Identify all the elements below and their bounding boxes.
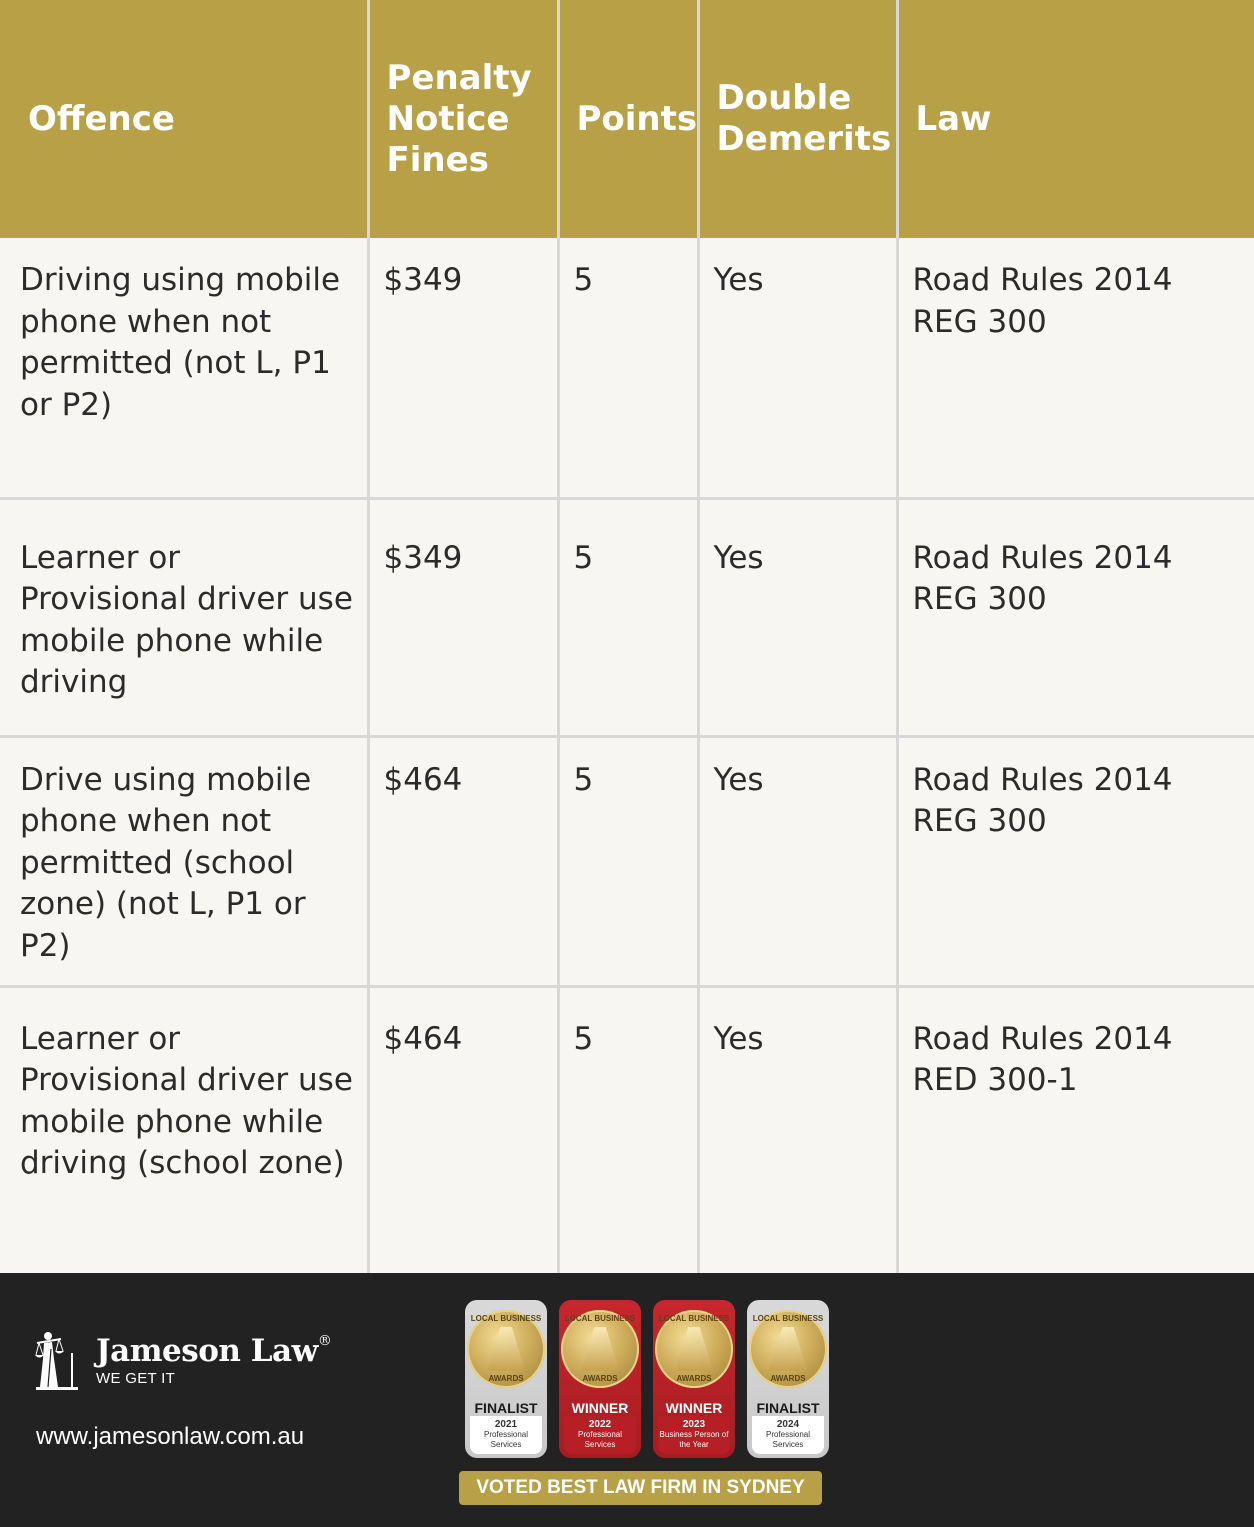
badge-arc-bottom: AWARDS — [488, 1374, 524, 1383]
award-badge — [747, 1300, 829, 1458]
law-cell — [897, 736, 1254, 986]
badge-category: Professional Services — [483, 1430, 529, 1449]
points-cell: 5 — [558, 986, 698, 1276]
double-demerits-cell: Yes — [698, 986, 897, 1276]
badge-category: Professional Services — [765, 1430, 811, 1449]
badge-card — [752, 1416, 824, 1454]
badge-arc-bottom: AWARDS — [582, 1374, 618, 1383]
law-act: Road Rules 2014 — [912, 262, 1173, 298]
medal-icon — [467, 1310, 545, 1388]
table-row — [0, 498, 1254, 736]
badge-status: FINALIST — [474, 1400, 538, 1416]
double-demerits-cell: Yes — [698, 736, 897, 986]
law-regulation: REG 300 — [912, 303, 1047, 340]
badge-category: Business Person of the Year — [659, 1430, 729, 1449]
medal-icon — [655, 1310, 733, 1388]
law-cell — [897, 238, 1254, 498]
law-regulation: REG 300 — [912, 803, 1047, 839]
footer — [0, 1273, 1254, 1527]
double-demerits-cell: Yes — [698, 238, 897, 498]
medal-icon — [561, 1310, 639, 1388]
badge-card — [470, 1416, 542, 1454]
fine-cell: $464 — [368, 986, 558, 1276]
offence-cell: Learner or Provisional driver use mobile phone while driving — [0, 498, 368, 736]
table-row — [0, 736, 1254, 986]
points-cell: 5 — [558, 498, 698, 736]
award-badge — [653, 1300, 735, 1458]
header-offence: Offence — [0, 0, 368, 238]
header-double-demerits: Double Demerits — [698, 0, 897, 238]
badge-arc-top: LOCAL BUSINESS — [752, 1314, 824, 1323]
award-badge — [465, 1300, 547, 1458]
badge-category: Professional Services — [577, 1430, 623, 1449]
brand-logo[interactable] — [34, 1329, 374, 1393]
fine-cell: $464 — [368, 736, 558, 986]
double-demerits-cell: Yes — [698, 498, 897, 736]
header-law: Law — [897, 0, 1254, 238]
offence-cell: Learner or Provisional driver use mobile phone while driving (school zone) — [0, 986, 368, 1276]
website-link[interactable]: www.jamesonlaw.com.au — [36, 1423, 305, 1450]
points-cell: 5 — [558, 736, 698, 986]
table-row — [0, 238, 1254, 498]
medal-icon — [749, 1310, 827, 1388]
law-regulation: RED 300-1 — [912, 1062, 1078, 1098]
offence-cell: Driving using mobile phone when not permitted (not L, P1 or P2) — [0, 238, 368, 498]
brand-name — [96, 1333, 331, 1369]
points-cell: 5 — [558, 238, 698, 498]
table-row — [0, 986, 1254, 1276]
badge-year: 2021 — [494, 1419, 518, 1430]
award-badges — [460, 1300, 830, 1460]
badge-year: 2022 — [588, 1419, 612, 1430]
badge-year: 2024 — [776, 1419, 800, 1430]
badge-arc-top: LOCAL BUSINESS — [470, 1314, 542, 1323]
lady-justice-icon — [34, 1329, 80, 1391]
badge-status: FINALIST — [756, 1400, 820, 1416]
voted-best-banner: VOTED BEST LAW FIRM IN SYDNEY — [459, 1471, 822, 1505]
table-header-row — [0, 0, 1254, 238]
badge-arc-top: LOCAL BUSINESS — [564, 1314, 636, 1323]
fine-cell: $349 — [368, 498, 558, 736]
brand-tagline: WE GET IT — [96, 1370, 176, 1387]
badge-card — [564, 1416, 636, 1454]
law-act: Road Rules 2014 — [912, 1020, 1173, 1057]
header-penalty-notice-fines: Penalty Notice Fines — [368, 0, 558, 238]
law-act: Road Rules 2014 — [912, 539, 1173, 576]
law-regulation: REG 300 — [912, 581, 1047, 617]
header-points: Points — [558, 0, 698, 238]
offence-cell: Drive using mobile phone when not permitted (school zone) (not L, P1 or P2) — [0, 736, 368, 986]
badge-arc-top: LOCAL BUSINESS — [658, 1314, 730, 1323]
badge-status: WINNER — [571, 1400, 629, 1416]
badge-arc-bottom: AWARDS — [770, 1374, 806, 1383]
award-badge — [559, 1300, 641, 1458]
law-cell — [897, 986, 1254, 1276]
registered-mark: ® — [317, 1333, 332, 1349]
badge-arc-bottom: AWARDS — [676, 1374, 712, 1383]
fine-cell: $349 — [368, 238, 558, 498]
brand-name-text: Jameson Law — [96, 1333, 318, 1369]
badge-status: WINNER — [665, 1400, 723, 1416]
law-cell — [897, 498, 1254, 736]
law-act: Road Rules 2014 — [912, 761, 1173, 798]
badge-year: 2023 — [682, 1419, 706, 1430]
badge-card — [658, 1416, 730, 1454]
